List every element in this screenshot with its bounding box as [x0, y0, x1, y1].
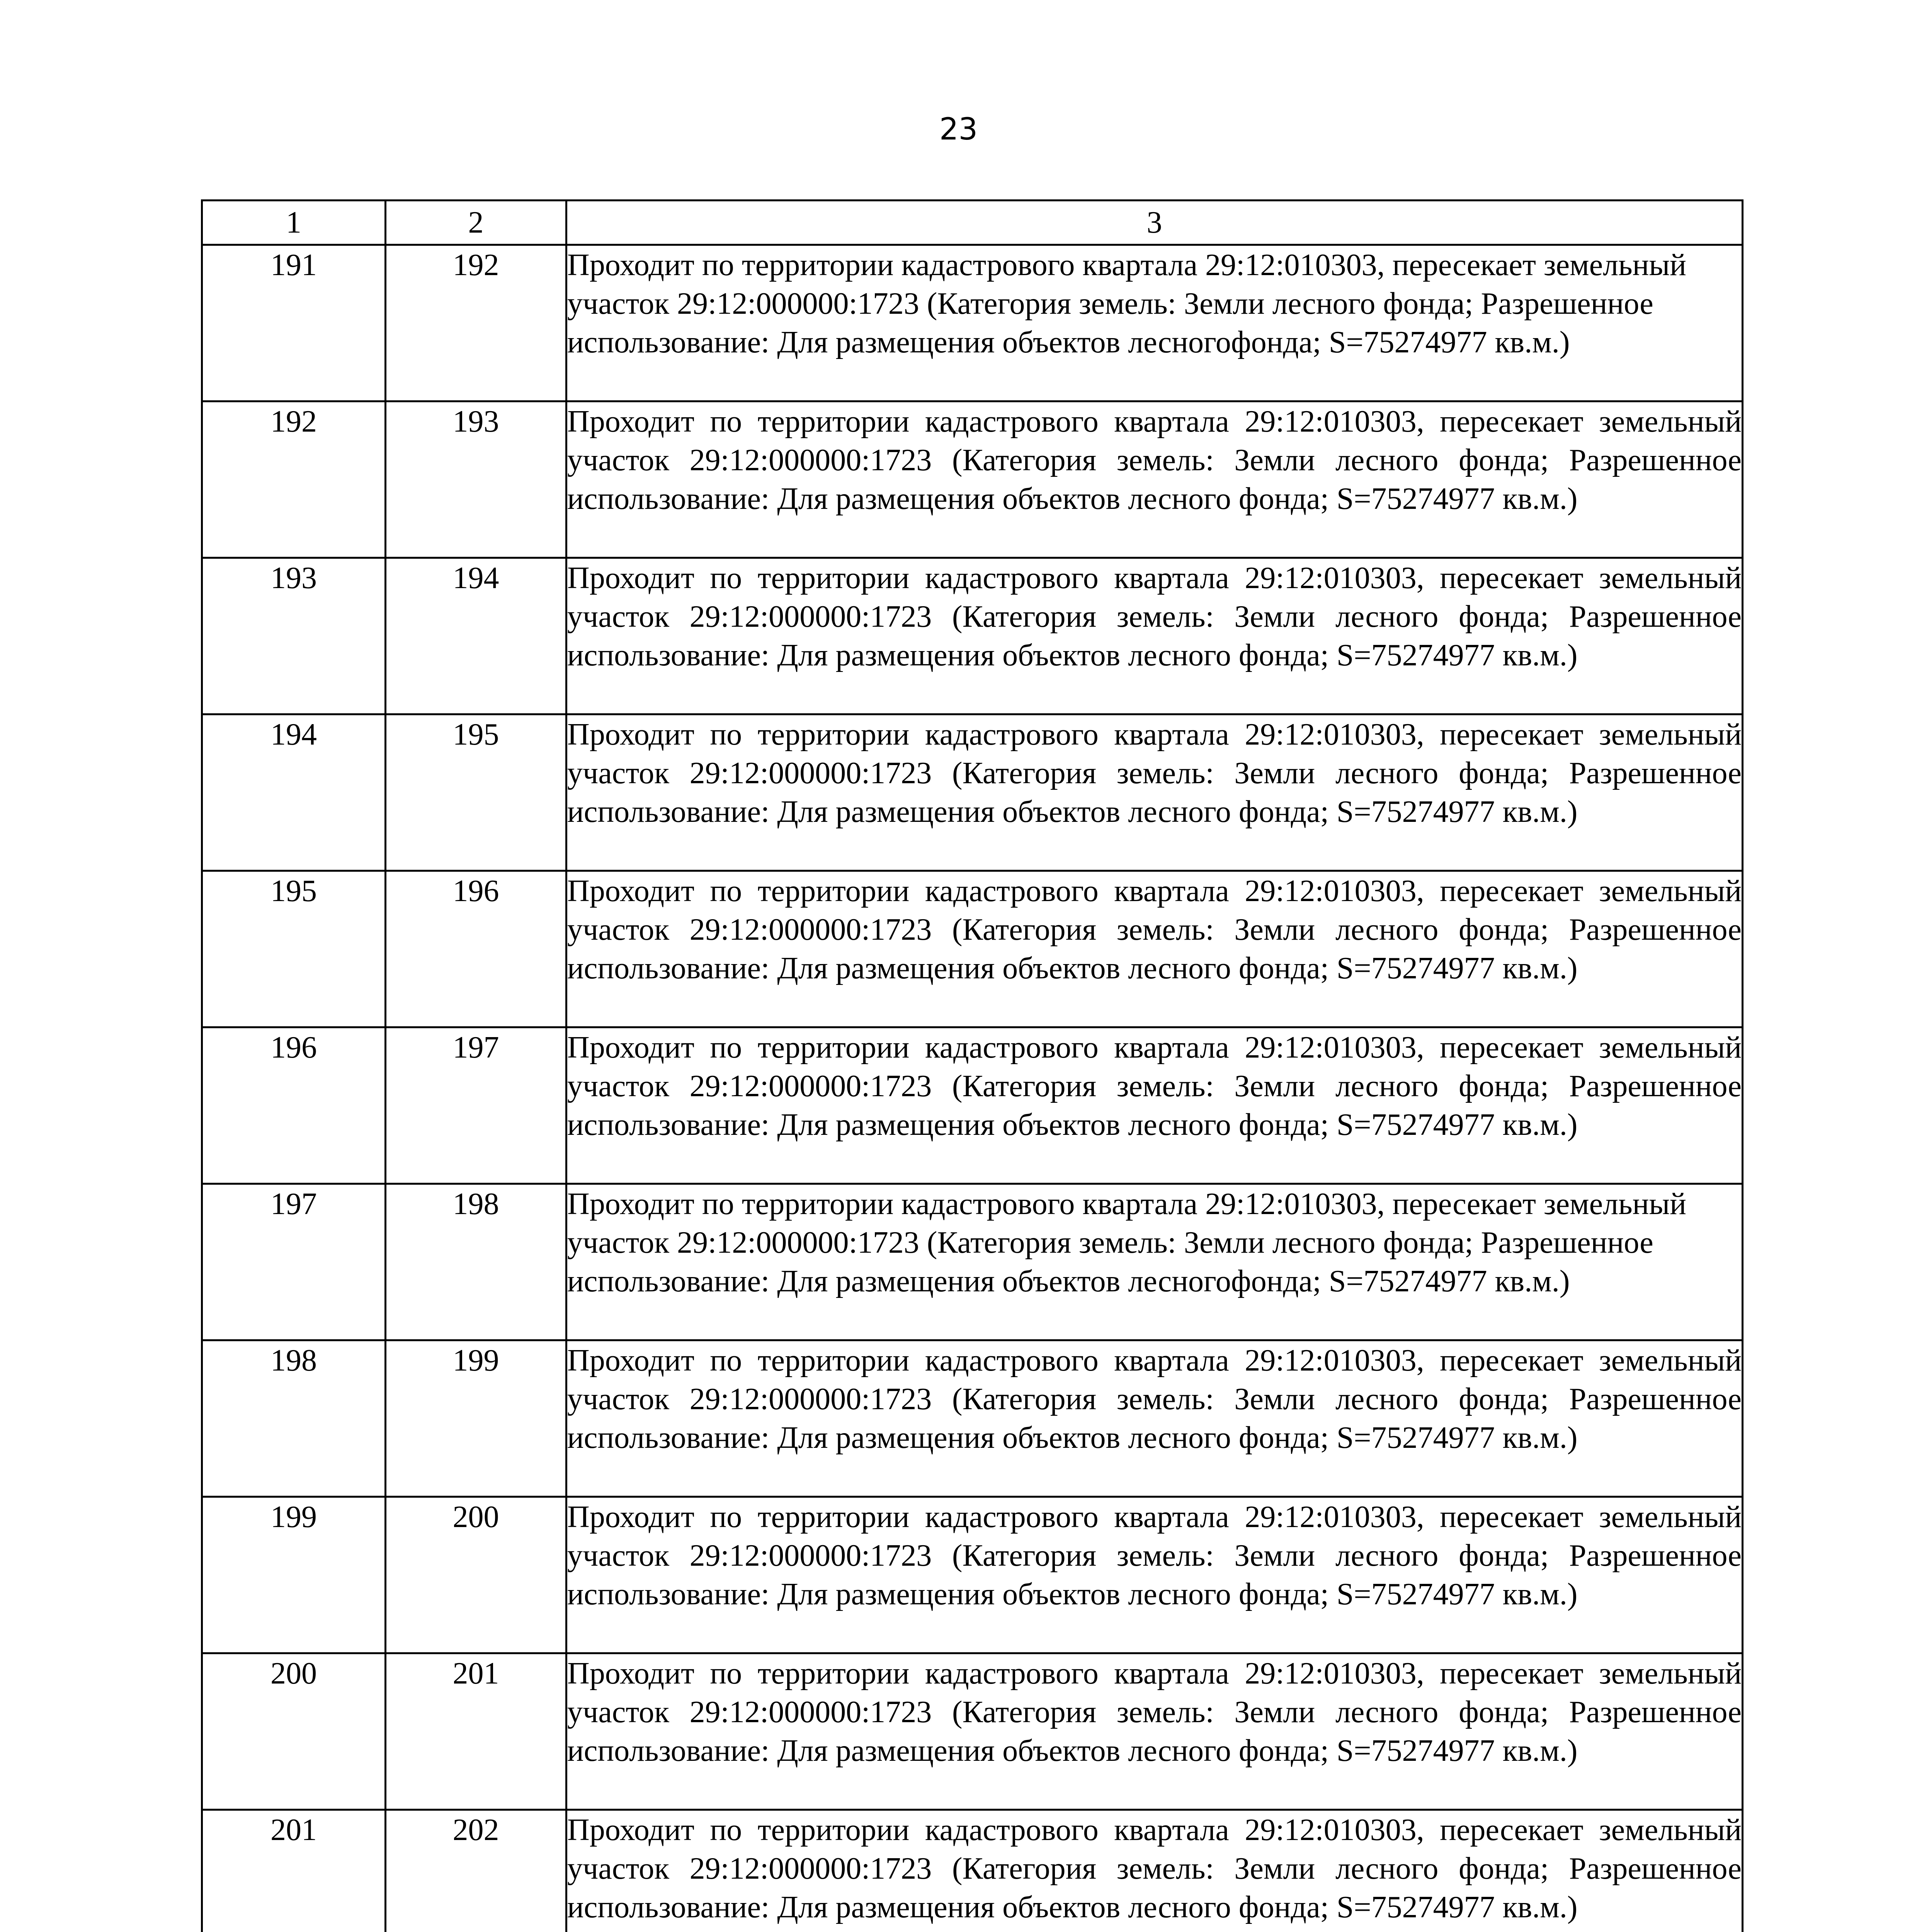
- point-from: 195: [202, 871, 386, 1027]
- point-to: 200: [386, 1497, 566, 1653]
- point-to: 194: [386, 558, 566, 714]
- point-from: 200: [202, 1653, 386, 1810]
- point-from: 196: [202, 1027, 386, 1184]
- table-row: [202, 1810, 1743, 1932]
- table-row: [202, 1184, 1743, 1340]
- point-from: 194: [202, 714, 386, 871]
- boundary-description-table: [201, 199, 1744, 1932]
- point-to: 197: [386, 1027, 566, 1184]
- header-col-2: 2: [386, 201, 566, 245]
- point-from: 198: [202, 1340, 386, 1497]
- table-row: [202, 1497, 1743, 1653]
- point-from: 193: [202, 558, 386, 714]
- table-row: [202, 871, 1743, 1027]
- segment-description: Проходит по территории кадастрового квартала 29:12:010303, пересекает земельный участок 29:12:000000:1723 (Категория земель: Земли лесного фонда; Разрешенное использование: Для размещения объектов лесного фонда; S=75274977 кв.м.): [566, 714, 1743, 871]
- header-col-3: 3: [566, 201, 1743, 245]
- point-from: 192: [202, 401, 386, 558]
- table-row: [202, 1653, 1743, 1810]
- point-to: 202: [386, 1810, 566, 1932]
- table-row: [202, 245, 1743, 401]
- page-number: 23: [939, 112, 978, 147]
- segment-description: Проходит по территории кадастрового квартала 29:12:010303, пересекает земельный участок 29:12:000000:1723 (Категория земель: Земли лесного фонда; Разрешенное использование: Для размещения объектов лесного фонда; S=75274977 кв.м.): [566, 1497, 1743, 1653]
- point-to: 198: [386, 1184, 566, 1340]
- table-row: [202, 714, 1743, 871]
- table-row: [202, 558, 1743, 714]
- point-from: 191: [202, 245, 386, 401]
- point-to: 193: [386, 401, 566, 558]
- point-to: 196: [386, 871, 566, 1027]
- table-row: [202, 1340, 1743, 1497]
- table-header-row: [202, 201, 1743, 245]
- segment-description: Проходит по территории кадастрового квартала 29:12:010303, пересекает земельный участок 29:12:000000:1723 (Категория земель: Земли лесного фонда; Разрешенное использование: Для размещения объектов лесного фонда; S=75274977 кв.м.): [566, 558, 1743, 714]
- segment-description: Проходит по территории кадастрового квартала 29:12:010303, пересекает земельный участок 29:12:000000:1723 (Категория земель: Земли лесного фонда; Разрешенное использование: Для размещения объектов лесного фонда; S=75274977 кв.м.): [566, 871, 1743, 1027]
- header-col-1: 1: [202, 201, 386, 245]
- segment-description: Проходит по территории кадастрового квартала 29:12:010303, пересекает земельный участок 29:12:000000:1723 (Категория земель: Земли лесного фонда; Разрешенное использование: Для размещения объектов лесного фонда; S=75274977 кв.м.): [566, 1810, 1743, 1932]
- point-from: 199: [202, 1497, 386, 1653]
- table-row: [202, 401, 1743, 558]
- point-to: 192: [386, 245, 566, 401]
- segment-description: Проходит по территории кадастрового квартала 29:12:010303, пересекает земельный участок 29:12:000000:1723 (Категория земель: Земли лесного фонда; Разрешенное использование: Для размещения объектов лесного фонда; S=75274977 кв.м.): [566, 1027, 1743, 1184]
- point-to: 199: [386, 1340, 566, 1497]
- segment-description: Проходит по территории кадастрового квартала 29:12:010303, пересекает земельный участок 29:12:000000:1723 (Категория земель: Земли лесного фонда; Разрешенное использование: Для размещения объектов лесногофонда; S=75274977 кв.м.): [566, 1184, 1743, 1340]
- point-from: 201: [202, 1810, 386, 1932]
- segment-description: Проходит по территории кадастрового квартала 29:12:010303, пересекает земельный участок 29:12:000000:1723 (Категория земель: Земли лесного фонда; Разрешенное использование: Для размещения объектов лесного фонда; S=75274977 кв.м.): [566, 1653, 1743, 1810]
- segment-description: Проходит по территории кадастрового квартала 29:12:010303, пересекает земельный участок 29:12:000000:1723 (Категория земель: Земли лесного фонда; Разрешенное использование: Для размещения объектов лесного фонда; S=75274977 кв.м.): [566, 1340, 1743, 1497]
- segment-description: Проходит по территории кадастрового квартала 29:12:010303, пересекает земельный участок 29:12:000000:1723 (Категория земель: Земли лесного фонда; Разрешенное использование: Для размещения объектов лесногофонда; S=75274977 кв.м.): [566, 245, 1743, 401]
- segment-description: Проходит по территории кадастрового квартала 29:12:010303, пересекает земельный участок 29:12:000000:1723 (Категория земель: Земли лесного фонда; Разрешенное использование: Для размещения объектов лесного фонда; S=75274977 кв.м.): [566, 401, 1743, 558]
- point-from: 197: [202, 1184, 386, 1340]
- point-to: 195: [386, 714, 566, 871]
- point-to: 201: [386, 1653, 566, 1810]
- table-row: [202, 1027, 1743, 1184]
